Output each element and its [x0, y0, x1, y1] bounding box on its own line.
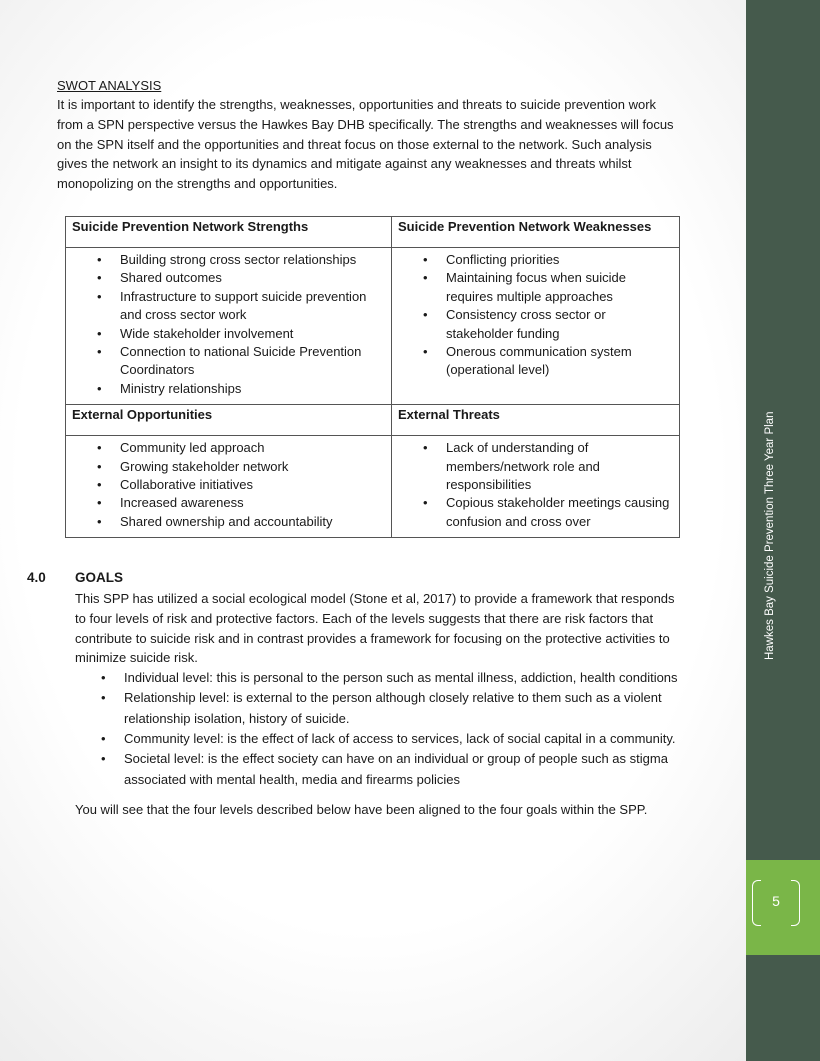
level-item-text: Individual level: this is personal to the person such as mental illness, addiction, health conditions	[124, 670, 678, 686]
bullet-icon: •	[423, 307, 428, 323]
strength-item	[66, 269, 391, 287]
bullet-icon: •	[97, 270, 102, 286]
weakness-item-text: Consistency cross sector or stakeholder funding	[446, 307, 606, 341]
swot-section	[57, 76, 677, 194]
document-title-vertical: Hawkes Bay Suicide Prevention Three Year Plan	[764, 411, 776, 660]
strength-item	[66, 325, 391, 343]
opportunity-item-text: Community led approach	[120, 440, 265, 456]
opportunity-item	[66, 494, 391, 512]
bullet-icon: •	[97, 477, 102, 493]
bullet-icon: •	[97, 458, 102, 474]
level-item-text: Societal level: is the effect society can have on an individual or group of people such as stigma associated with mental health, media and firearms policies	[124, 751, 668, 787]
strengths-cell	[66, 248, 392, 405]
section-number: 4.0	[27, 570, 46, 585]
weakness-item	[392, 306, 679, 343]
bullet-icon: •	[423, 440, 428, 456]
goals-heading	[27, 570, 123, 585]
goals-intro: This SPP has utilized a social ecological model (Stone et al, 2017) to provide a framework that responds to four levels of risk and protective factors. Each of the levels suggests that there are risk factors that contribute to suicide risk and in contrast provides a framework for focusing on the protective activities to minimize suicide risk.	[75, 591, 675, 666]
strength-item-text: Wide stakeholder involvement	[120, 325, 294, 341]
bullet-icon: •	[423, 344, 428, 360]
threat-item-text: Copious stakeholder meetings causing confusion and cross over	[446, 495, 670, 529]
weakness-item	[392, 251, 679, 269]
bullet-icon: •	[97, 325, 102, 341]
levels-list	[75, 668, 685, 790]
weaknesses-cell	[392, 248, 680, 405]
goals-section	[75, 589, 685, 820]
strength-item	[66, 251, 391, 269]
strength-item	[66, 343, 391, 380]
bullet-icon: •	[97, 344, 102, 360]
level-item-text: Relationship level: is external to the person although closely relative to them such as a violent relationship isolation, history of suicide.	[124, 690, 662, 726]
strength-item-text: Building strong cross sector relationships	[120, 252, 357, 267]
bullet-icon: •	[97, 380, 102, 396]
strength-item	[66, 288, 391, 325]
opportunities-cell	[66, 436, 392, 538]
level-item	[75, 729, 685, 749]
swot-intro: It is important to identify the strengths, weaknesses, opportunities and threats to suicide prevention work from a SPN perspective versus the Hawkes Bay DHB specifically. The strengths and weaknesses will focus on the SPN itself and the opportunities and threat focus on those external to the network. Such analysis gives the network an insight to its dynamics and mitigate against any weaknesses and threats whilst monopolizing on the strengths and opportunities.	[57, 97, 674, 192]
level-item	[75, 749, 685, 790]
bullet-icon: •	[423, 252, 428, 267]
weaknesses-header: Suicide Prevention Network Weaknesses	[392, 217, 680, 248]
bullet-icon: •	[101, 731, 106, 747]
page-number-badge	[752, 880, 800, 928]
opportunity-item-text: Increased awareness	[120, 495, 244, 511]
threats-list	[392, 436, 679, 537]
bullet-icon: •	[101, 690, 106, 706]
section-title: GOALS	[75, 570, 124, 585]
weakness-item-text: Maintaining focus when suicide requires multiple approaches	[446, 270, 626, 304]
threat-item-text: Lack of understanding of members/network role and responsibilities	[446, 440, 600, 493]
weakness-item-text: Conflicting priorities	[446, 252, 560, 267]
strength-item-text: Shared outcomes	[120, 270, 222, 286]
threat-item	[392, 439, 679, 494]
level-item	[75, 688, 685, 729]
bullet-icon: •	[101, 670, 106, 686]
goals-closing: You will see that the four levels described below have been aligned to the four goals within the SPP.	[75, 801, 648, 817]
weaknesses-list	[392, 248, 679, 386]
bullet-icon: •	[97, 440, 102, 456]
opportunity-item-text: Shared ownership and accountability	[120, 513, 333, 529]
opportunity-item-text: Collaborative initiatives	[120, 477, 253, 493]
strength-item-text: Connection to national Suicide Prevention Coordinators	[120, 344, 362, 378]
opportunity-item-text: Growing stakeholder network	[120, 458, 289, 474]
threat-item	[392, 494, 679, 531]
threats-header: External Threats	[392, 405, 680, 436]
weakness-item-text: Onerous communication system (operational level)	[446, 344, 632, 378]
weakness-item	[392, 343, 679, 380]
bullet-icon: •	[423, 495, 428, 511]
strength-item	[66, 380, 391, 398]
level-item-text: Community level: is the effect of lack of access to services, lack of social capital in a community.	[124, 731, 676, 747]
strengths-header: Suicide Prevention Network Strengths	[66, 217, 392, 248]
opportunities-header: External Opportunities	[66, 405, 392, 436]
opportunity-item	[66, 439, 391, 457]
opportunity-item	[66, 476, 391, 494]
opportunity-item	[66, 458, 391, 476]
page-number: 5	[772, 893, 780, 909]
bullet-icon: •	[97, 252, 102, 267]
strength-item-text: Infrastructure to support suicide prevention and cross sector work	[120, 288, 367, 323]
bullet-icon: •	[97, 495, 102, 511]
bullet-icon: •	[423, 270, 428, 286]
opportunity-item	[66, 513, 391, 531]
bullet-icon: •	[97, 513, 102, 529]
weakness-item	[392, 269, 679, 306]
opportunities-list	[66, 436, 391, 537]
bullet-icon: •	[97, 288, 102, 304]
strengths-list	[66, 248, 391, 404]
strength-item-text: Ministry relationships	[120, 380, 242, 396]
threats-cell	[392, 436, 680, 538]
swot-heading: SWOT ANALYSIS	[57, 78, 162, 93]
level-item	[75, 668, 685, 688]
bullet-icon: •	[101, 751, 106, 767]
swot-table	[65, 216, 680, 538]
